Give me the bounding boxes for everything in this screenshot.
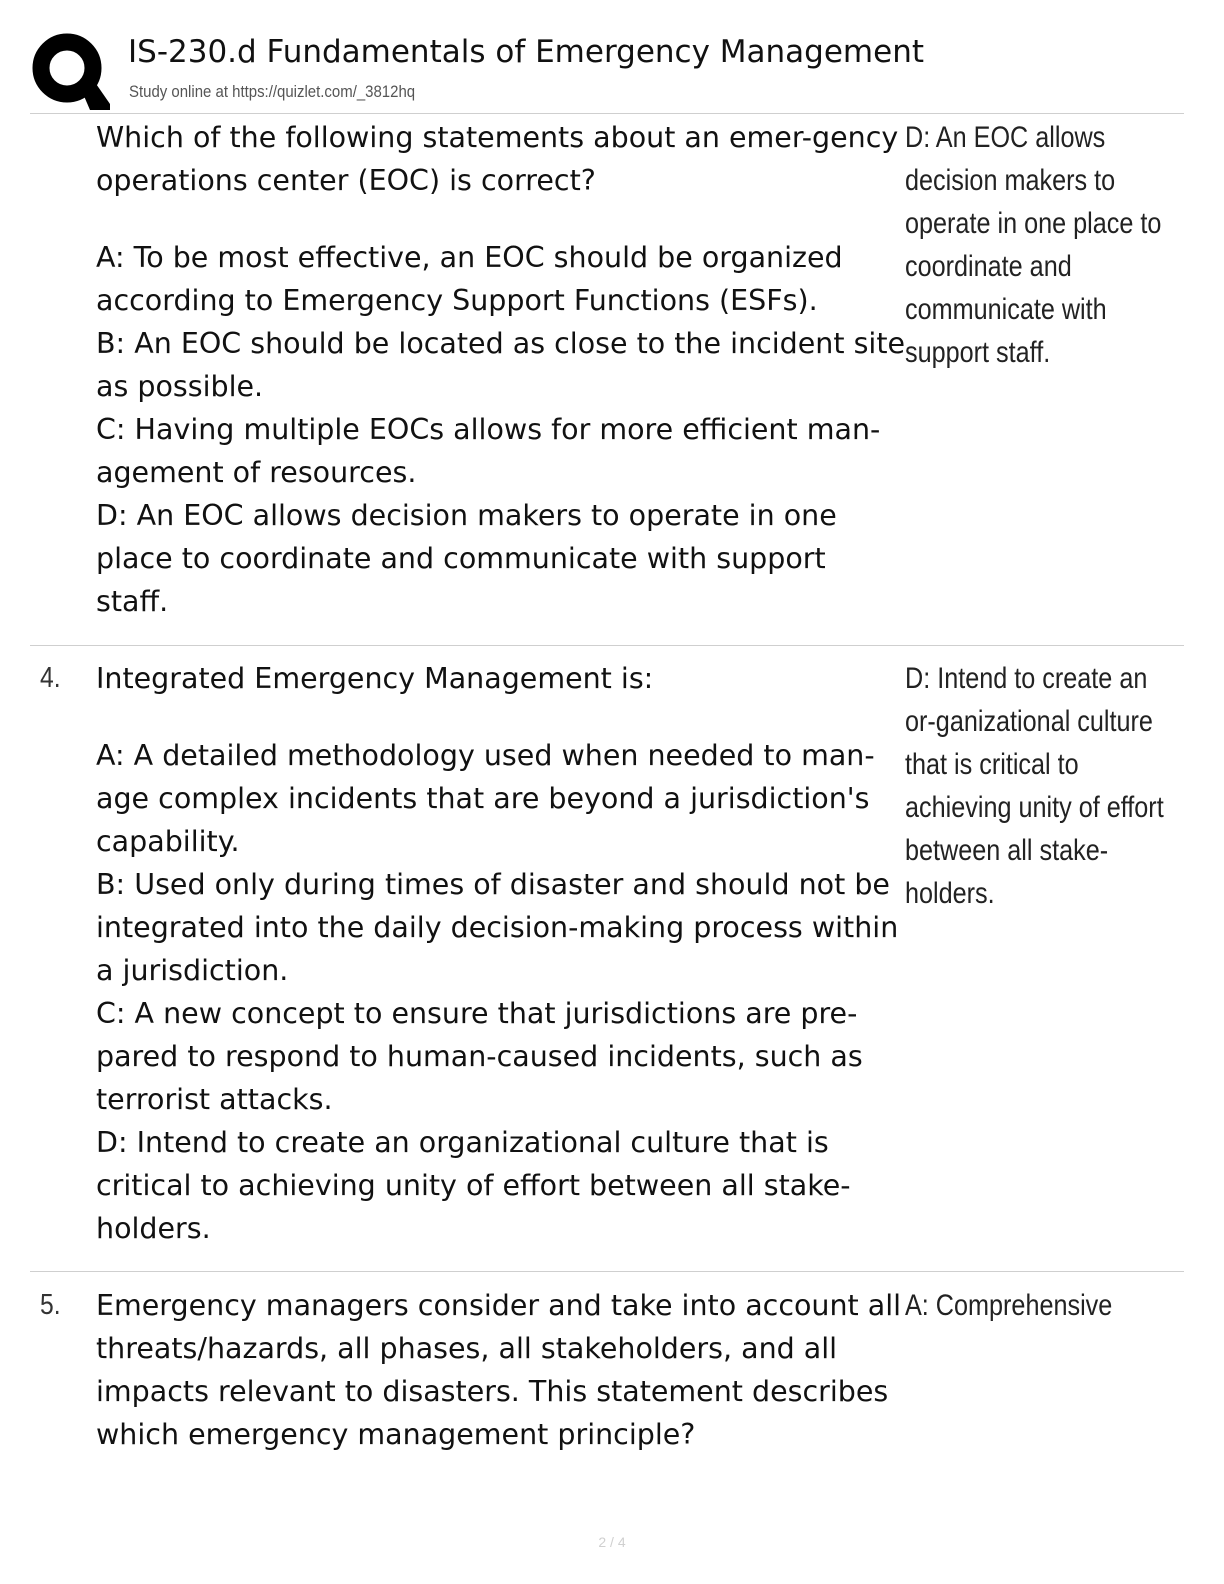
option-c: C: A new concept to ensure that jurisdictions are pre-pared to respond to human-caused incidents, such as terrorist attacks. xyxy=(96,997,863,1116)
option-d: D: Intend to create an organizational culture that is critical to achieving unity of effort between all stake-holders. xyxy=(96,1126,851,1245)
option-b: B: Used only during times of disaster and should not be integrated into the daily decision-making process within a jurisdiction. xyxy=(96,868,899,987)
card-question xyxy=(96,1284,906,1456)
option-b: B: An EOC should be located as close to the incident site as possible. xyxy=(96,327,906,403)
answer-text: D: Intend to create an or-ganizational culture that is critical to achieving unity of effort between all stake-holders. xyxy=(905,662,1164,910)
option-a: A: A detailed methodology used when needed to man-age complex incidents that are beyond a jurisdiction's capability. xyxy=(96,739,875,858)
answer-text: D: An EOC allows decision makers to operate in one place to coordinate and communicate with support staff. xyxy=(905,121,1162,369)
question-text: Which of the following statements about an emer-gency operations center (EOC) is correct? xyxy=(96,121,899,197)
card-divider xyxy=(30,645,1184,646)
option-a: A: To be most effective, an EOC should be organized according to Emergency Support Functions (ESFs). xyxy=(96,241,843,317)
answer-text: A: Comprehensive xyxy=(905,1289,1113,1322)
card-answer xyxy=(905,657,1164,915)
card-answer xyxy=(905,116,1162,374)
card-question xyxy=(96,657,906,1250)
document-title: IS-230.d Fundamentals of Emergency Management xyxy=(128,34,924,70)
question-text: Emergency managers consider and take into account all threats/hazards, all phases, all stakeholders, and all impacts relevant to disasters. This statement describes which emergency management principle? xyxy=(96,1289,902,1451)
card-answer xyxy=(905,1284,1157,1327)
header-divider xyxy=(30,113,1184,114)
quizlet-logo-icon xyxy=(30,30,110,110)
card-divider xyxy=(30,1271,1184,1272)
card-number: 4. xyxy=(40,662,61,694)
card-question xyxy=(96,116,906,623)
card-number: 5. xyxy=(40,1289,61,1321)
study-online-link[interactable]: Study online at https://quizlet.com/_3812hq xyxy=(129,82,416,101)
question-text: Integrated Emergency Management is: xyxy=(96,662,654,695)
page-number: 2 / 4 xyxy=(598,1534,626,1550)
option-c: C: Having multiple EOCs allows for more efficient man-agement of resources. xyxy=(96,413,881,489)
option-d: D: An EOC allows decision makers to operate in one place to coordinate and communicate with support staff. xyxy=(96,499,837,618)
